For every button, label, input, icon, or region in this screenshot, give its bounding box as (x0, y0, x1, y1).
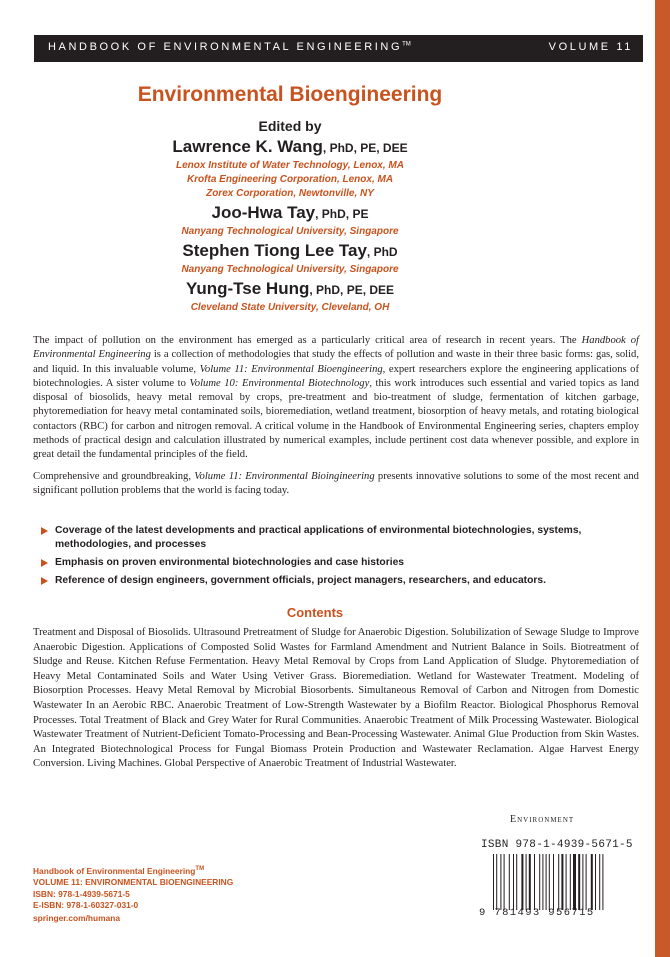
barcode-bar (599, 854, 600, 910)
editor-credentials: , PhD, PE, DEE (322, 141, 408, 155)
barcode-bar (566, 854, 567, 910)
barcode-bar (553, 854, 554, 910)
barcode-bar (504, 854, 505, 910)
barcode-bar (542, 854, 543, 910)
barcode-bar (509, 854, 510, 910)
footer-volume-line: VOLUME 11: ENVIRONMENTAL BIOENGINEERING (33, 877, 234, 888)
barcode-bar (558, 854, 559, 910)
editor-affiliation: Zorex Corporation, Newtonville, NY (206, 188, 374, 199)
barcode-bar (546, 854, 547, 910)
editor-name (0, 278, 580, 301)
barcode-bar (595, 854, 596, 910)
barcode-bar (526, 854, 527, 910)
barcode-bar (513, 854, 514, 910)
bullet-item (38, 556, 638, 570)
barcode-bar (602, 854, 603, 910)
barcode-bar (578, 854, 580, 910)
triangle-bullet-icon (41, 559, 48, 567)
barcode-bar (561, 854, 563, 910)
triangle-bullet-icon (41, 527, 48, 535)
description-paragraph (33, 470, 639, 499)
editor-credentials: , PhD (366, 245, 398, 259)
editor-name-text: Stephen Tiong Lee Tay (182, 241, 367, 260)
editor-name-text: Joo-Hwa Tay (211, 203, 316, 222)
trademark-mark: TM (195, 866, 205, 872)
feature-bullets (38, 524, 638, 592)
editor-name (0, 136, 580, 159)
editor-name-text: Lawrence K. Wang (172, 137, 323, 156)
barcode-bar (521, 854, 523, 910)
description-paragraph (33, 334, 639, 463)
bullet-item (38, 574, 638, 588)
editor-name (0, 240, 580, 263)
barcode-bar (534, 854, 535, 910)
book-title: Environmental Bioengineering (137, 83, 443, 106)
barcode-bar (582, 854, 583, 910)
barcode-bar (516, 854, 517, 910)
description (33, 334, 639, 498)
description-text: , expert researchers explore the engineering applications of biotechnologies. A sister volume to (33, 363, 639, 389)
footer-eisbn-line: E-ISBN: 978-1-60327-031-0 (33, 900, 139, 911)
description-text: Comprehensive and groundbreaking, (33, 470, 195, 482)
isbn-label: ISBN 978-1-4939-5671-5 (481, 839, 633, 851)
editor-block (0, 278, 580, 315)
editor-block (0, 202, 580, 239)
series-title-text: HANDBOOK OF ENVIRONMENTAL ENGINEERING (48, 41, 403, 53)
editor-affiliation: Lenox Institute of Water Technology, Lenox, MA (176, 160, 404, 171)
barcode-bar (586, 854, 587, 910)
series-header-bar (34, 35, 643, 62)
barcode-digits: 9 781493 956715 (479, 907, 595, 919)
description-text: presents innovative solutions to some of the most recent and significant pollution problems that the world is facing today. (33, 470, 639, 496)
editor-affiliation: Cleveland State University, Cleveland, OH (190, 302, 390, 313)
barcode-image (492, 854, 632, 910)
triangle-bullet-icon (41, 577, 48, 585)
barcode-bar (529, 854, 531, 910)
category-label: Environment (510, 814, 575, 825)
footer-series-text: Handbook of Environmental Engineering (33, 865, 196, 876)
barcode-bar (591, 854, 593, 910)
editor-name (0, 202, 580, 225)
publisher-website-link[interactable]: springer.com/humana (33, 912, 121, 923)
description-text: is a collection of methodologies that study the effects of pollution and waste in their three basic forms: gas, solid, and liquid. In this invaluable volume, (33, 349, 639, 375)
editor-block (0, 136, 580, 201)
volume-label: VOLUME 11 (548, 41, 633, 53)
description-italic-text: Volume 11: Environmental Bioingineering (194, 470, 375, 482)
footer-series-line (33, 864, 233, 877)
description-text: , this work introduces such essential and varied topics as land disposal of biosolids, heavy metal removal by crops, pre-treatment and bio-treatment of sludge, fermentation of kitchen garbage, phytoremediation for heavy metal contaminated soils, bioremediation, wetland treatment, biosorption of heavy metals, and rotating biological contactors (RBC) for carbon and nitrogen removal. A critical volume in the Handbook of Environmental Engineering series, chapters employ methods of practical design and calculation illustrated by numerical examples, include pertinent cost data whenever possible, and explore in great detail the fundamental principles of the field. (33, 377, 639, 461)
bullet-text: Emphasis on proven environmental biotechnologies and case histories (55, 557, 405, 568)
trademark-mark: TM (402, 41, 411, 48)
bullet-text: Coverage of the latest developments and practical applications of environmental biotechnologies, systems, methodologies, and processes (55, 525, 582, 550)
bullet-item (38, 524, 638, 552)
footer-isbn-line: ISBN: 978-1-4939-5671-5 (33, 888, 130, 899)
description-italic-text: Volume 11: Environmental Bioengineering (199, 363, 383, 375)
spine-accent-strip (655, 0, 670, 957)
barcode-bar (570, 854, 571, 910)
contents-heading: Contents (286, 605, 344, 620)
contents-list: Treatment and Disposal of Biosolids. Ultrasound Pretreatment of Sludge for Anaerobic Digestion. Solubilization of Sewage Sludge to Improve Anaerobic Digestion. Applications of Composted Solid Wastes for Farmland Amendment and Nutrient Balance in Soils. Biotreatment of Sludge and Reuse. Kitchen Refuse Fermentation. Heavy Metal Removal by Crops from Land Application of Sludge. Phytoremediation of Heavy Metal Contaminated Soils and Water Using Vetiver Grass. Bioremediation. Wetland for Wastewater Treatment. Modeling of Biosorption Processes. Heavy Metal Removal by Microbial Biosorbents. Simultaneous Removal of Carbon and Nitrogen from Domestic Wastewater In an Aerobic RBC. Anaerobic Treatment of Low-Strength Wastewater by a Biofilm Reactor. Biological Phosphorus Removal Processes. Total Treatment of Black and Grey Water for Rural Communities. Anaerobic Treatment of Milk Processing Wastewater. Biological Wastewater Treatment of Nutrient-Deficient Tomato-Processing and Bean-Processing Wastewater. Animal Glue Production from Skin Wastes. An Integrated Biotechnological Process for Fungal Biomass Protein Production and Wastewater Reclamation. Algae Harvest Energy Conversion. Living Machines. Global Perspective of Anaerobic Treatment of Industrial Wastewater. (33, 627, 640, 770)
barcode-bar (549, 854, 550, 910)
barcode-bar (493, 854, 494, 910)
description-italic-text: Volume 10: Environmental Biotechnology (189, 377, 370, 389)
description-italic-text: Handbook of Environmental Engineering (33, 335, 639, 361)
editor-name-text: Yung-Tse Hung (185, 279, 310, 298)
barcode-bar (496, 854, 497, 910)
bullet-text: Reference of design engineers, government officials, project managers, researchers, and educators. (55, 575, 546, 586)
footer-info (33, 864, 233, 924)
barcode-bar (573, 854, 576, 910)
series-title (48, 41, 411, 53)
editor-block (0, 240, 580, 277)
barcode-bar (500, 854, 501, 910)
editor-affiliation: Nanyang Technological University, Singapore (181, 264, 399, 275)
editor-credentials: , PhD, PE (315, 207, 369, 221)
editor-credentials: , PhD, PE, DEE (309, 283, 395, 297)
editor-affiliation: Nanyang Technological University, Singapore (181, 226, 399, 237)
editors-section (0, 118, 580, 315)
description-text: The impact of pollution on the environment has emerged as a particularly critical area of research in recent years. The (33, 335, 582, 346)
barcode-bar (539, 854, 540, 910)
editor-affiliation: Krofta Engineering Corporation, Lenox, MA (186, 174, 394, 185)
edited-by-label: Edited by (258, 118, 322, 134)
